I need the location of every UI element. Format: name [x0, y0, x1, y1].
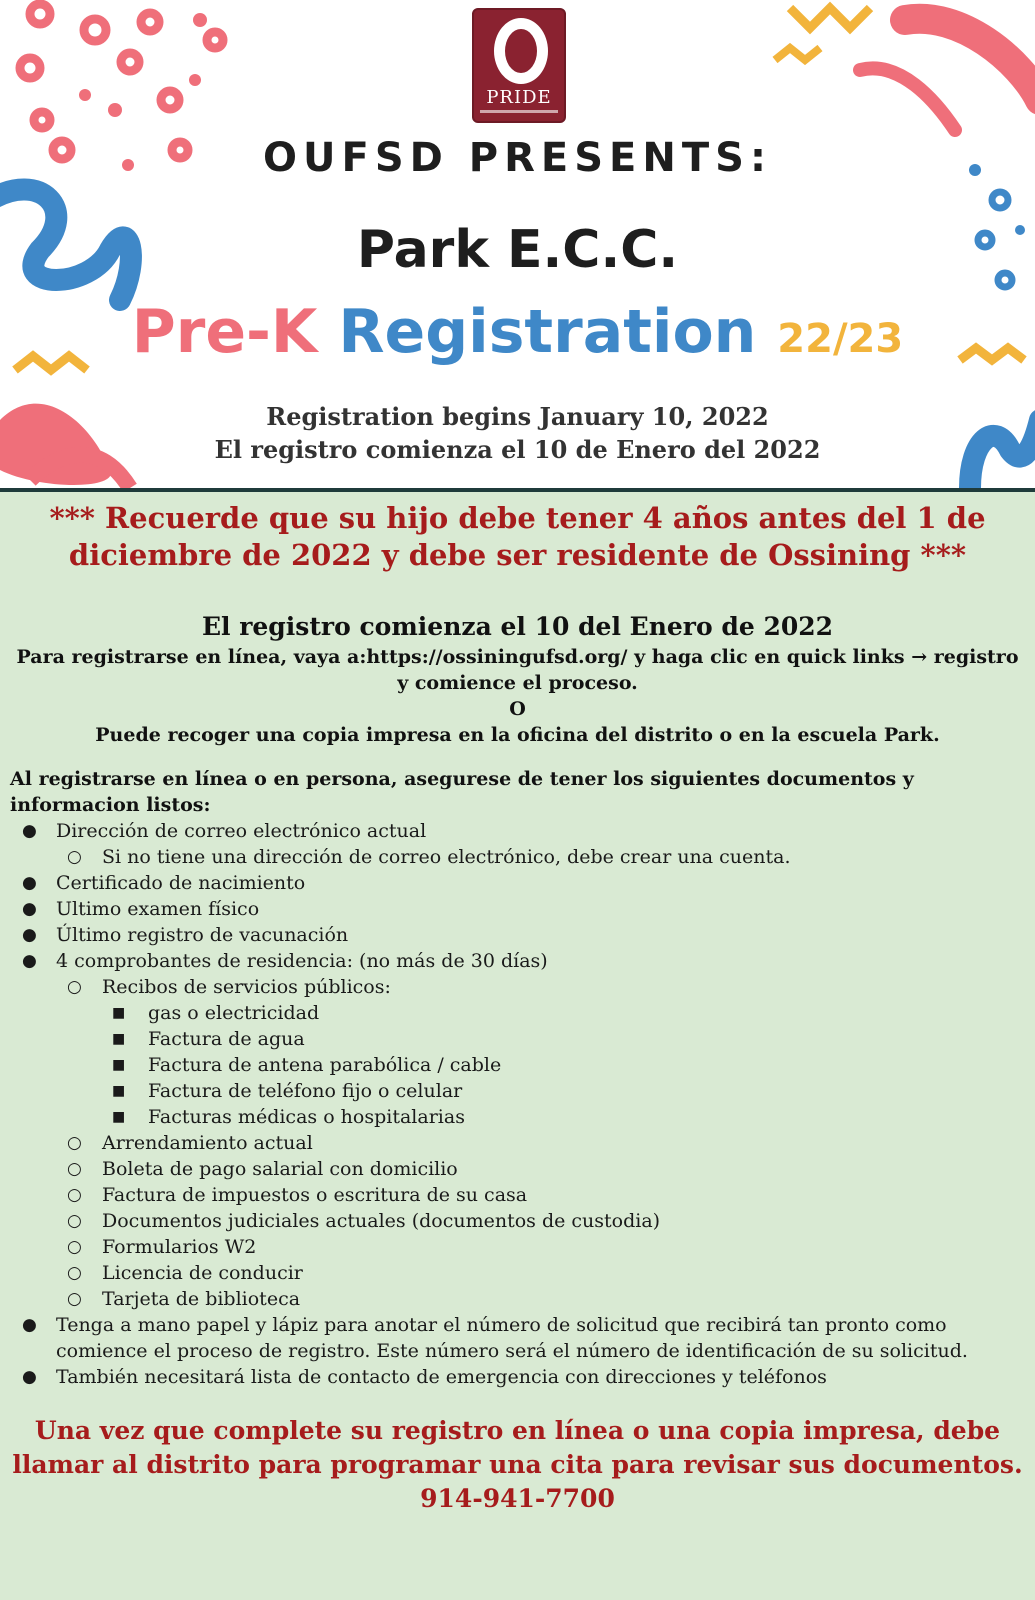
- documents-list: [0, 818, 1035, 1390]
- registration-instructions: [10, 644, 1025, 748]
- prek-title: [0, 297, 1035, 367]
- bullet-icon: ●: [22, 899, 37, 919]
- list-item: ■ Facturas médicas o hospitalarias: [112, 1106, 465, 1128]
- circle-bullet-icon: ○: [67, 1237, 82, 1257]
- logo-underline: [480, 110, 558, 113]
- list-item: ○ Si no tiene una dirección de correo electrónico, debe crear una cuenta.: [67, 846, 791, 868]
- list-item: ■ Factura de teléfono fijo o celular: [112, 1080, 463, 1102]
- logo-o-mark: [494, 18, 548, 84]
- bullet-icon: ●: [22, 1367, 37, 1387]
- list-item: ■ Factura de antena parabólica / cable: [112, 1054, 502, 1076]
- online-instructions: Para registrarse en línea, vaya a:https://ossiningufsd.org/ y haga clic en quick links → registro y comience el proceso.: [16, 646, 1019, 694]
- prek-title-part2: Registration: [338, 297, 757, 367]
- list-item: ○ Licencia de conducir: [67, 1262, 303, 1284]
- circle-bullet-icon: ○: [67, 1159, 82, 1179]
- list-item: ● Ultimo examen físico: [22, 898, 260, 920]
- circle-bullet-icon: ○: [67, 1263, 82, 1283]
- square-bullet-icon: ■: [112, 1031, 126, 1047]
- list-item: ● 4 comprobantes de residencia: (no más de 30 días): [22, 950, 548, 972]
- list-item: ● Certificado de nacimiento: [22, 872, 306, 894]
- square-bullet-icon: ■: [112, 1109, 126, 1125]
- circle-bullet-icon: ○: [67, 1289, 82, 1309]
- list-item: ● Tenga a mano papel y lápiz para anotar el número de solicitud que recibirá tan pronto como comience el proceso de registro. Este número será el número de identificación de su solicitud.: [22, 1314, 968, 1362]
- circle-bullet-icon: ○: [67, 977, 82, 997]
- registration-start-subtitle: El registro comienza el 10 del Enero de 2022: [201, 612, 834, 641]
- list-item: ■ Factura de agua: [112, 1028, 305, 1050]
- bullet-icon: ●: [22, 821, 37, 841]
- list-item: ○ Boleta de pago salarial con domicilio: [67, 1158, 458, 1180]
- registration-banner: [0, 0, 1035, 488]
- circle-bullet-icon: ○: [67, 847, 82, 867]
- pride-logo: [472, 8, 566, 123]
- square-bullet-icon: ■: [112, 1005, 126, 1021]
- square-bullet-icon: ■: [112, 1083, 126, 1099]
- school-name: Park E.C.C.: [356, 220, 679, 280]
- registration-begins: [0, 400, 1035, 466]
- bullet-icon: ●: [22, 925, 37, 945]
- documents-intro: Al registrarse en línea o en persona, asegurese de tener los siguientes documentos y informacion listos:: [10, 768, 914, 816]
- call-district-text: Una vez que complete su registro en línea o una copia impresa, debe llamar al distrito para programar una cita para revisar sus documentos.: [12, 1416, 1023, 1479]
- presents-heading: OUFSD PRESENTS:: [263, 135, 772, 181]
- or-divider: O: [509, 698, 526, 720]
- list-item: ○ Formularios W2: [67, 1236, 257, 1258]
- bullet-icon: ●: [22, 873, 37, 893]
- prek-year: 22/23: [777, 316, 904, 362]
- list-item: ● Dirección de correo electrónico actual: [22, 820, 427, 842]
- pickup-instructions: Puede recoger una copia impresa en la oficina del distrito o en la escuela Park.: [95, 724, 940, 746]
- circle-bullet-icon: ○: [67, 1211, 82, 1231]
- list-item: ■ gas o electricidad: [112, 1002, 320, 1024]
- bullet-icon: ●: [22, 1315, 37, 1335]
- phone-number[interactable]: 914-941-7700: [420, 1484, 615, 1513]
- list-item: ○ Recibos de servicios públicos:: [67, 976, 391, 998]
- circle-bullet-icon: ○: [67, 1185, 82, 1205]
- prek-title-part1: Pre-K: [131, 297, 318, 367]
- list-item: ○ Factura de impuestos o escritura de su casa: [67, 1184, 528, 1206]
- bullet-icon: ●: [22, 951, 37, 971]
- begins-english: Registration begins January 10, 2022: [266, 402, 769, 431]
- closing-notice: [6, 1414, 1029, 1516]
- square-bullet-icon: ■: [112, 1057, 126, 1073]
- begins-spanish: El registro comienza el 10 de Enero del 2022: [214, 435, 821, 464]
- info-panel: [0, 488, 1035, 1600]
- age-requirement-headline: *** Recuerde que su hijo debe tener 4 años antes del 1 de diciembre de 2022 y debe ser residente de Ossining ***: [49, 501, 986, 572]
- list-item: ● Último registro de vacunación: [22, 924, 349, 946]
- list-item: ○ Documentos judiciales actuales (documentos de custodia): [67, 1210, 661, 1232]
- list-item: ○ Tarjeta de biblioteca: [67, 1288, 301, 1310]
- list-item: ● También necesitará lista de contacto de emergencia con direcciones y teléfonos: [22, 1366, 827, 1388]
- logo-text: PRIDE: [486, 87, 552, 108]
- list-item: ○ Arrendamiento actual: [67, 1132, 313, 1154]
- circle-bullet-icon: ○: [67, 1133, 82, 1153]
